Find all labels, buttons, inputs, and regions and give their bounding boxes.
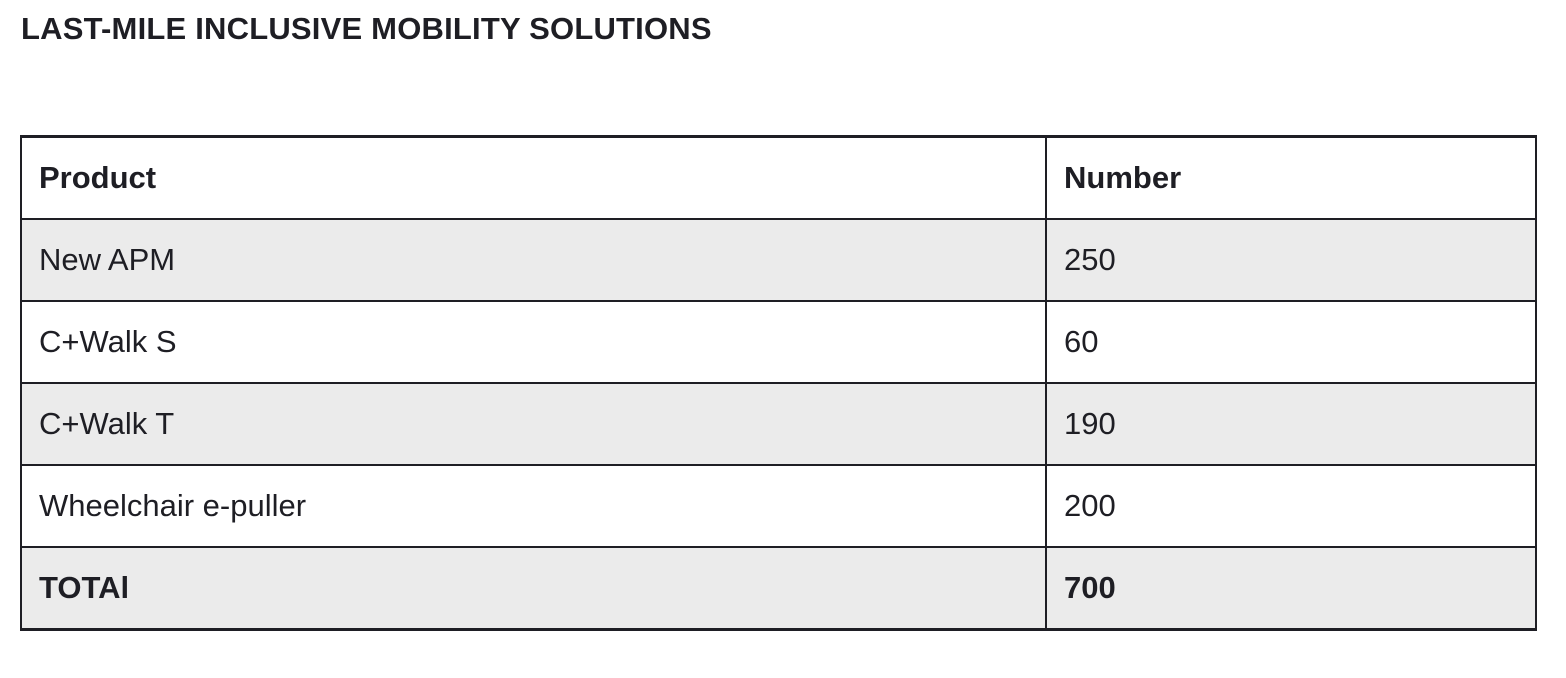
product-cell: Wheelchair e-puller	[21, 465, 1046, 547]
number-cell: 200	[1046, 465, 1536, 547]
number-cell: 60	[1046, 301, 1536, 383]
product-cell: New APM	[21, 219, 1046, 301]
product-cell: C+Walk T	[21, 383, 1046, 465]
table-row	[21, 301, 1536, 383]
number-cell: 250	[1046, 219, 1536, 301]
table-header	[21, 137, 1536, 220]
product-table	[20, 135, 1537, 631]
product-cell: C+Walk S	[21, 301, 1046, 383]
table-body	[21, 219, 1536, 630]
total-row	[21, 547, 1536, 630]
table-row	[21, 219, 1536, 301]
page-title: LAST-MILE INCLUSIVE MOBILITY SOLUTIONS	[21, 11, 712, 46]
table-row	[21, 465, 1536, 547]
number-cell: 190	[1046, 383, 1536, 465]
column-header-product: Product	[21, 137, 1046, 220]
table-header-row	[21, 137, 1536, 220]
total-label-cell: TOTAl	[21, 547, 1046, 630]
table-row	[21, 383, 1536, 465]
total-number-cell: 700	[1046, 547, 1536, 630]
column-header-number: Number	[1046, 137, 1536, 220]
